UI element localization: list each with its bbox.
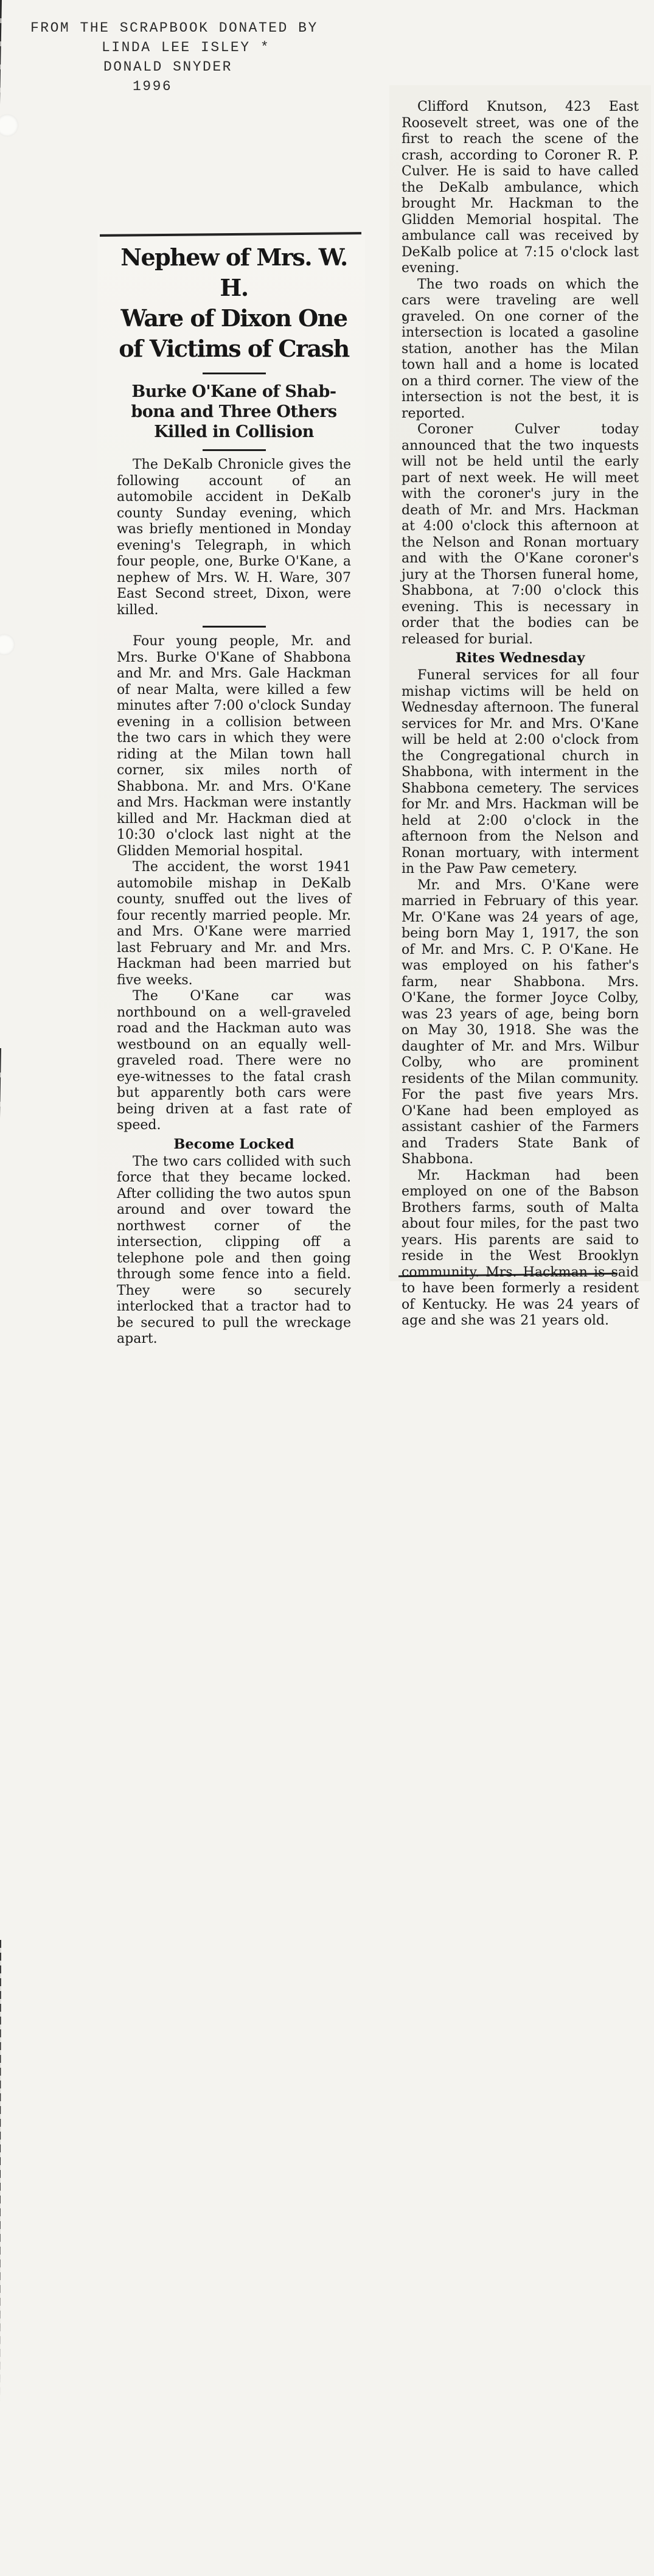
subheadline-line: Killed in Collision xyxy=(154,422,314,441)
article-subheadline xyxy=(117,382,351,442)
paragraph: Clifford Knutson, 423 East Roosevelt street, was one of the first to reach the scene of the crash, according to Coroner R. P. Culver. He is said to have called the DeKalb ambulance, which brought Mr. Hackman to the Glidden Memorial hospital. The ambulance call was received by DeKalb police at 7:15 o'clock last evening. xyxy=(402,99,639,276)
headline-divider xyxy=(203,373,266,374)
punch-hole-top xyxy=(0,114,18,136)
headline-line: Nephew of Mrs. W. H. xyxy=(120,243,347,301)
section-heading-become-locked: Become Locked xyxy=(173,1136,294,1152)
punch-hole-bottom xyxy=(0,634,15,655)
paragraph-divider xyxy=(203,626,266,628)
note-line: DONALD SNYDER xyxy=(103,59,232,75)
paragraph: The accident, the worst 1941 automobile mishap in DeKalb county, snuffed out the lives of four recently married people. Mr. and Mrs. O'Kane were married last February and Mr. and Mrs. Hackman had been married but five weeks. xyxy=(117,859,351,988)
subheadline-line: bona and Three Others xyxy=(131,402,337,421)
right-clipping-left-rule xyxy=(0,1940,1,2576)
paragraph: Mr. and Mrs. O'Kane were married in February of this year. Mr. O'Kane was 24 years of age, being born May 1, 1917, the son of Mr. and Mrs. C. P. O'Kane. He was employed on his father's farm, near Shabbona. Mrs. O'Kane, the former Joyce Colby, was 23 years of age, being born on May 30, 1918. She was the daughter of Mr. and Mrs. Wilbur Colby, who are prominent residents of the Milan community. For the past five years Mrs. O'Kane had been employed as assistant cashier of the Farmers and Traders State Bank of Shabbona. xyxy=(402,877,639,1167)
headline-line: of Victims of Crash xyxy=(119,335,349,362)
article-left-column xyxy=(117,242,351,1348)
paragraph: Coroner Culver today announced that the two inquests will not be held until the early part of next week. He will meet with the coroner's jury in the death of Mr. and Mrs. Hackman at 4:00 o'clock this afternoon at the Nelson and Ronan mortuary and with the O'Kane coroner's jury at the Thorsen funeral home, Shabbona, at 7:00 o'clock this evening. This is necessary in order that the bodies can be released for burial. xyxy=(402,422,639,647)
note-line: LINDA LEE ISLEY * xyxy=(102,40,271,55)
paragraph: The two cars collided with such force that they became locked. After colliding the two autos spun around and over toward the northwest corner of the intersection, clipping off a telephone pole and then going through some fence into a field. They were so securely interlocked that a tractor had to be secured to pull the wreckage apart. xyxy=(117,1153,351,1346)
article-headline xyxy=(117,242,351,364)
note-line: FROM THE SCRAPBOOK DONATED BY xyxy=(30,20,318,36)
section-heading-rites-wednesday: Rites Wednesday xyxy=(455,650,585,666)
subheadline-divider xyxy=(203,449,266,451)
paragraph: Mr. Hackman had been employed on one of the Babson Brothers farms, south of Malta about four miles, for the past two years. His parents are said to reside in the West Brooklyn community. Mrs. Hackman is said to have been formerly a resident of Kentucky. He was 24 years of age and she was 21 years old. xyxy=(402,1167,639,1328)
note-line: 1996 xyxy=(133,79,173,94)
subheadline-line: Burke O'Kane of Shab- xyxy=(131,382,336,401)
paragraph: Funeral services for all four mishap victims will be held on Wednesday afternoon. The funeral services for Mr. and Mrs. O'Kane will be held at 2:00 o'clock from the Congregational church in Shabbona, with interment in the Shabbona cemetery. The services for Mr. and Mrs. Hackman will be held at 2:00 o'clock in the afternoon from the Nelson and Ronan mortuary, with interment in the Paw Paw cemetery. xyxy=(402,668,639,877)
paragraph: Four young people, Mr. and Mrs. Burke O'Kane of Shabbona and Mr. and Mrs. Gale Hackman of near Malta, were killed a few minutes after 7:00 o'clock Sunday evening in a collision between the two cars in which they were riding at the Milan town hall corner, six miles north of Shabbona. Mr. and Mrs. O'Kane and Mrs. Hackman were instantly killed and Mr. Hackman died at 10:30 o'clock last night at the Glidden Memorial hospital. xyxy=(117,634,351,859)
left-clipping-right-rule xyxy=(0,1048,1,1940)
headline-line: Ware of Dixon One xyxy=(120,304,347,332)
left-clipping-left-rule xyxy=(0,0,2,1048)
scrapbook-note xyxy=(30,18,318,96)
paragraph-lead: The DeKalb Chronicle gives the following account of an automobile accident in DeKalb county Sunday evening, which was briefly mentioned in Monday evening's Telegraph, in which four people, one, Burke O'Kane, a nephew of Mrs. W. H. Ware, 307 East Second street, Dixon, were killed. xyxy=(117,457,351,618)
paragraph: The O'Kane car was northbound on a well-graveled road and the Hackman auto was westbound on an equally well-graveled road. There were no eye-witnesses to the fatal crash but apparently both cars were being driven at a fast rate of speed. xyxy=(117,989,351,1133)
paragraph: The two roads on which the cars were traveling are well graveled. On one corner of the intersection is located a gasoline station, another has the Milan town hall and a home is located on a third corner. The view of the intersection is not the best, it is reported. xyxy=(402,276,639,421)
article-right-column xyxy=(402,99,639,1329)
